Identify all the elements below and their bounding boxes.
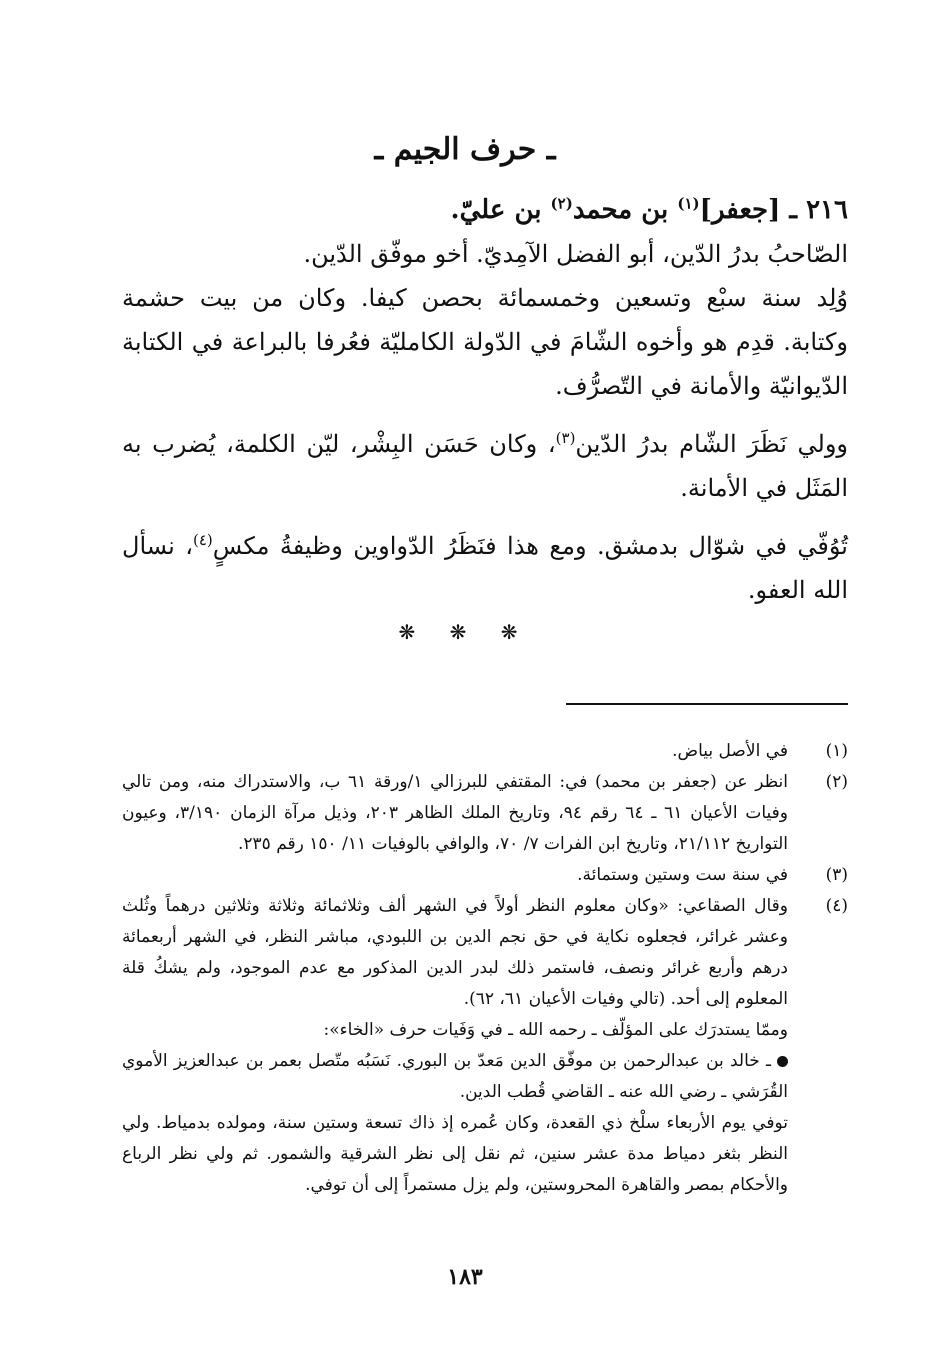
footnote-addendum-entry xyxy=(122,1046,788,1108)
entry-number: ٢١٦ ـ xyxy=(789,195,848,225)
footnote-text: في الأصل بياض. xyxy=(672,741,788,761)
entry-name-part1: [جعفر] xyxy=(699,195,781,225)
paragraph-3-before: وولي نَظَرَ الشّام بدرُ الدّين xyxy=(575,430,849,458)
footnote-number: (٢) xyxy=(825,772,848,792)
footnote-divider xyxy=(566,703,848,705)
footnote-4 xyxy=(122,891,848,1201)
entry-heading xyxy=(122,188,848,232)
page-number: ١٨٣ xyxy=(447,1264,483,1290)
paragraph-4-after: ، نسأل الله العفو. xyxy=(122,532,848,604)
footnotes xyxy=(122,736,848,1201)
paragraph-2: وُلِد سنة سبْع وتسعين وخمسمائة بحصن كيفا. وكان من بيت حشمة وكتابة. قدِم هو وأخوه الشّامَ في الدّولة الكامليّة فعُرفا بالبراعة في الكتابة الدّيوانيّة والأمانة في التّصرُّف. xyxy=(122,284,848,400)
section-separator: ❋ ❋ ❋ xyxy=(398,620,532,644)
addendum-entry-text: ـ خالد بن عبدالرحمن بن موفّق الدين مَعدّ بن البوري. نَسَبُه متّصل بعمر بن عبدالعزيز الأموي القُرَشي ـ رضي الله عنه ـ القاضي قُطب الدين. xyxy=(122,1051,788,1102)
footnote-3 xyxy=(122,860,848,891)
footnote-ref-2: (٢) xyxy=(550,194,573,213)
footnote-addendum-intro: وممّا يستدرَك على المؤلّف ـ رحمه الله ـ في وَفَيات حرف «الخاء»: xyxy=(323,1020,788,1040)
paragraph-4 xyxy=(122,524,848,612)
paragraph-3 xyxy=(122,422,848,510)
footnote-number: (٣) xyxy=(825,865,848,885)
chapter-title: ـ حرف الجيم ـ xyxy=(374,132,556,167)
bullet-icon xyxy=(777,1056,788,1067)
footnote-ref-4: (٤) xyxy=(192,531,213,549)
footnote-text: انظر عن (جعفر بن محمد) في: المقتفي للبرزالي ١/ورقة ٦١ ب، والاستدراك منه، ومن تالي وفيات الأعيان ٦١ ـ ٦٤ رقم ٩٤، وتاريخ الملك الظاهر ٢٠٣، وذيل مرآة الزمان ٣/١٩٠، وعيون التواريخ ٢١/١١٢، وتاريخ ابن الفرات ٧/ ٧٠، والوافي بالوفيات ١١/ ١٥٠ رقم ٢٣٥. xyxy=(122,772,789,854)
footnote-ref-1: (١) xyxy=(677,194,700,213)
footnote-number: (١) xyxy=(825,741,848,761)
main-text xyxy=(122,188,848,612)
footnote-addendum-body: توفي يوم الأربعاء سلْخ ذي القعدة، وكان عُمره إذ ذاك تسعة وستين سنة، ومولده بدمياط. ولي النظر بثغر دمياط مدة عشر سنين، ثم نقل إلى نظر الشرقية والشمور. ثم ولي نظر الرباع والأحكام بمصر والقاهرة المحروستين، ولم يزل مستمراً إلى أن توفي. xyxy=(122,1113,788,1195)
entry-name-part2: بن محمد xyxy=(572,195,669,225)
footnote-1 xyxy=(122,736,848,767)
footnote-2 xyxy=(122,767,848,860)
footnote-text: وقال الصقاعي: «وكان معلوم النظر أولاً في الشهر ألف وثلاثمائة وثلاثة وثلاثين درهماً وثُلث وعشر غرائر، فجعلوه نكاية في حق نجم الدين بن اللبودي، مباشر النظر، في الشهر أربعمائة درهم وأربع غرائر ونصف، فاستمر ذلك لبدر الدين المذكور مع عدم الموجود، ولم يشكُ قلة المعلوم إلى أحد. (تالي وفيات الأعيان ٦١، ٦٢). xyxy=(122,896,788,1009)
footnote-text: في سنة ست وستين وستمائة. xyxy=(577,865,788,885)
paragraph-3-after: ، وكان حَسَن البِشْر، ليّن الكلمة، يُضرب به المَثَل في الأمانة. xyxy=(122,430,848,502)
paragraph-1: الصّاحبُ بدرُ الدّين، أبو الفضل الآمِديّ. أخو موفّق الدّين. xyxy=(303,240,848,268)
footnote-ref-3: (٣) xyxy=(555,429,576,447)
footnote-number: (٤) xyxy=(825,896,848,916)
entry-name-part3: بن عليّ. xyxy=(450,195,542,225)
paragraph-4-before: تُوُفّي في شوّال بدمشق. ومع هذا فنَظَرُ الدّواوين وظيفةُ مكسٍ xyxy=(212,532,848,560)
